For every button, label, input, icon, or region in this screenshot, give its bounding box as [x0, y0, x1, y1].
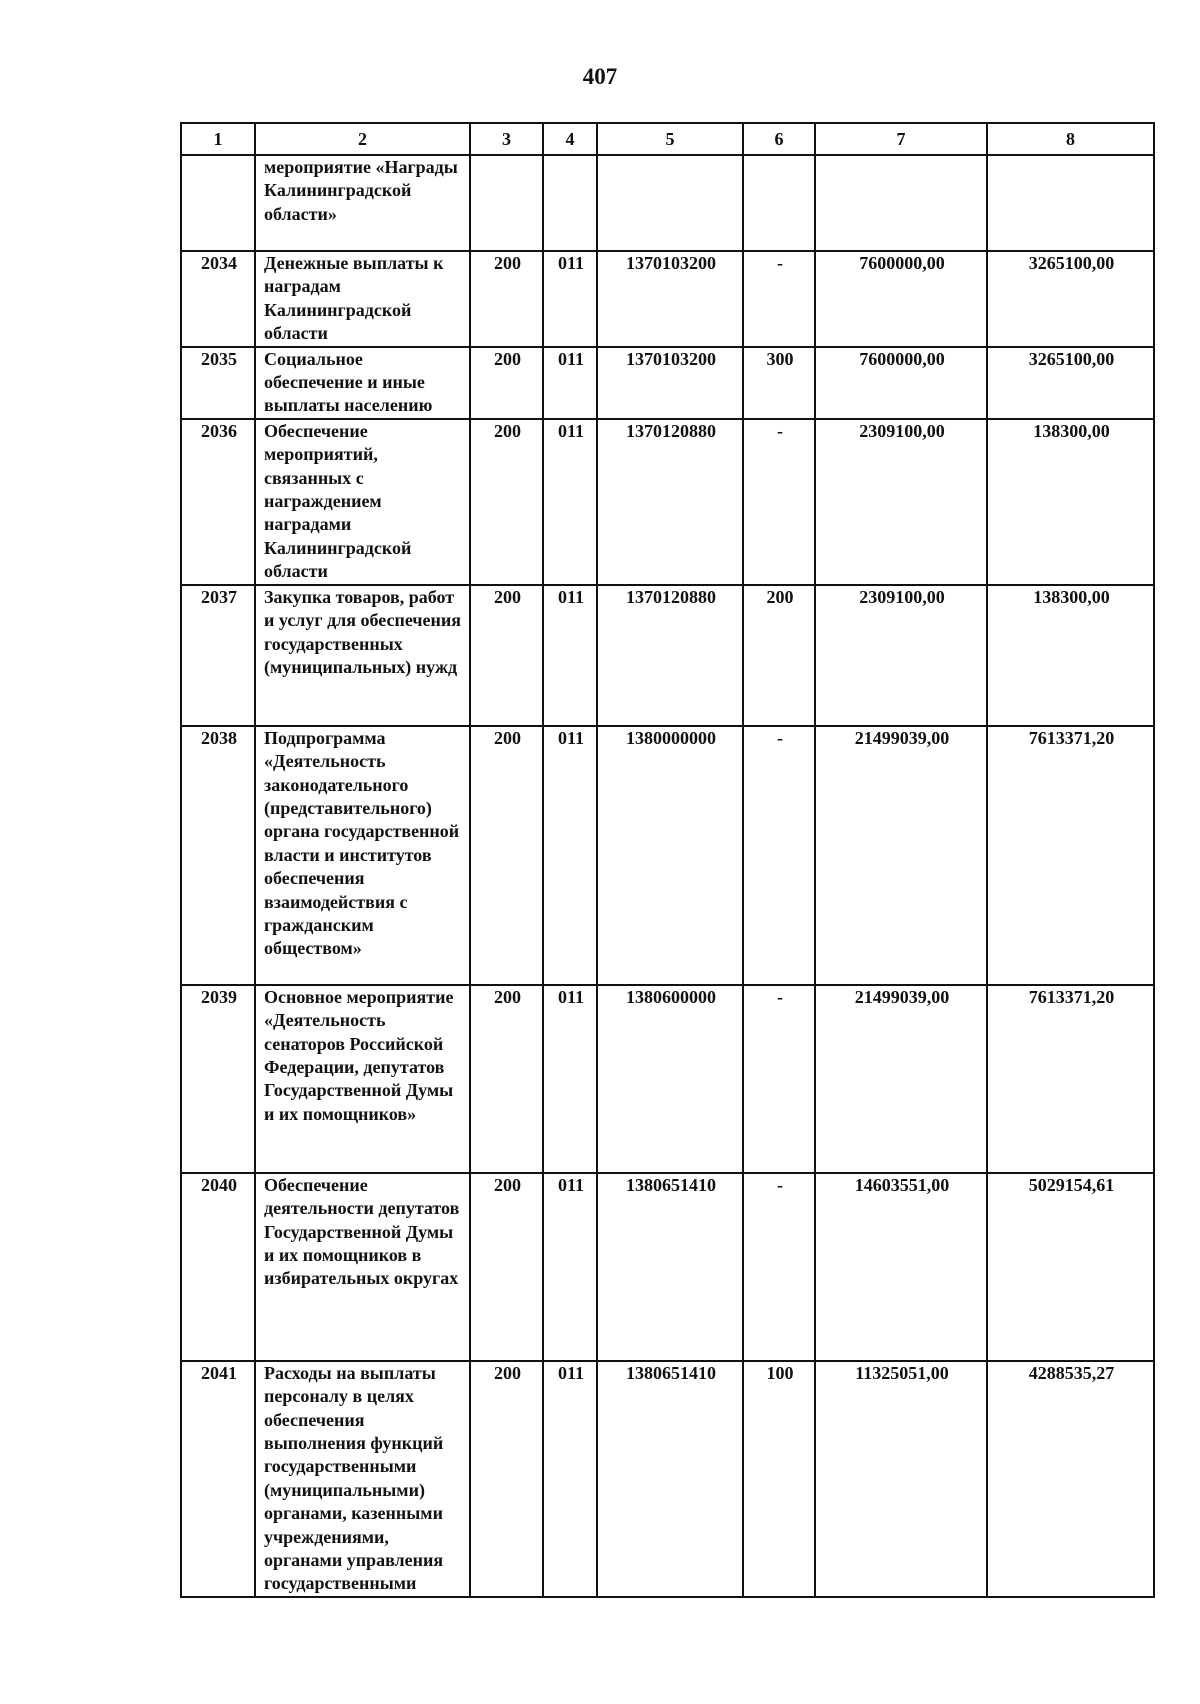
cell-col3 — [470, 155, 543, 251]
row-number: 2038 — [181, 726, 255, 985]
cell-col5 — [597, 155, 743, 251]
cell-col7: 14603551,00 — [815, 1173, 987, 1361]
table-row — [181, 1173, 1154, 1361]
cell-col6: 100 — [743, 1361, 815, 1597]
row-name: Обеспечение мероприятий, связанных с награждением наградами Калининградской области — [255, 419, 470, 585]
cell-col8: 7613371,20 — [987, 985, 1154, 1173]
table-row — [181, 726, 1154, 985]
cell-col6: 300 — [743, 347, 815, 419]
cell-col6: - — [743, 726, 815, 985]
column-header: 7 — [815, 123, 987, 155]
cell-col8: 5029154,61 — [987, 1173, 1154, 1361]
cell-col7 — [815, 155, 987, 251]
cell-col3: 200 — [470, 347, 543, 419]
cell-col8 — [987, 155, 1154, 251]
column-header: 8 — [987, 123, 1154, 155]
column-header: 4 — [543, 123, 597, 155]
cell-col7: 7600000,00 — [815, 347, 987, 419]
row-name: Социальное обеспечение и иные выплаты населению — [255, 347, 470, 419]
cell-col4: 011 — [543, 347, 597, 419]
header-row — [181, 123, 1154, 155]
row-number: 2040 — [181, 1173, 255, 1361]
cell-col5: 1370103200 — [597, 251, 743, 347]
cell-col7: 2309100,00 — [815, 585, 987, 726]
row-number: 2036 — [181, 419, 255, 585]
cell-col4: 011 — [543, 419, 597, 585]
cell-col4: 011 — [543, 585, 597, 726]
column-header: 2 — [255, 123, 470, 155]
row-number: 2037 — [181, 585, 255, 726]
table-row — [181, 251, 1154, 347]
row-number: 2041 — [181, 1361, 255, 1597]
cell-col5: 1380600000 — [597, 985, 743, 1173]
budget-table — [180, 122, 1155, 1598]
cell-col5: 1370120880 — [597, 585, 743, 726]
cell-col3: 200 — [470, 585, 543, 726]
table-row — [181, 1361, 1154, 1597]
row-number: 2034 — [181, 251, 255, 347]
cell-col7: 11325051,00 — [815, 1361, 987, 1597]
cell-col5: 1370120880 — [597, 419, 743, 585]
cell-col3: 200 — [470, 985, 543, 1173]
cell-col3: 200 — [470, 1173, 543, 1361]
cell-col4: 011 — [543, 1361, 597, 1597]
cell-col7: 21499039,00 — [815, 726, 987, 985]
page-number: 407 — [582, 64, 618, 89]
table-row — [181, 155, 1154, 251]
row-number: 2035 — [181, 347, 255, 419]
cell-col4: 011 — [543, 251, 597, 347]
table-row — [181, 585, 1154, 726]
row-name: мероприятие «Награды Калининградской области» — [255, 155, 470, 251]
cell-col6: - — [743, 1173, 815, 1361]
cell-col8: 3265100,00 — [987, 347, 1154, 419]
cell-col6: 200 — [743, 585, 815, 726]
cell-col5: 1370103200 — [597, 347, 743, 419]
row-number — [181, 155, 255, 251]
cell-col5: 1380651410 — [597, 1173, 743, 1361]
cell-col8: 4288535,27 — [987, 1361, 1154, 1597]
cell-col6 — [743, 155, 815, 251]
cell-col4: 011 — [543, 985, 597, 1173]
row-name: Обеспечение деятельности депутатов Государственной Думы и их помощников в избирательных округах — [255, 1173, 470, 1361]
cell-col5: 1380651410 — [597, 1361, 743, 1597]
row-name: Подпрограмма «Деятельность законодательного (представительного) органа государственной власти и институтов обеспечения взаимодействия с гражданским обществом» — [255, 726, 470, 985]
table-row — [181, 347, 1154, 419]
cell-col6: - — [743, 419, 815, 585]
cell-col3: 200 — [470, 1361, 543, 1597]
row-name: Расходы на выплаты персоналу в целях обеспечения выполнения функций государственными (муниципальными) органами, казенными учреждениями, органами управления государственными — [255, 1361, 470, 1597]
column-header: 6 — [743, 123, 815, 155]
cell-col3: 200 — [470, 419, 543, 585]
cell-col8: 138300,00 — [987, 419, 1154, 585]
cell-col3: 200 — [470, 726, 543, 985]
row-name: Денежные выплаты к наградам Калининградской области — [255, 251, 470, 347]
table-row — [181, 985, 1154, 1173]
cell-col3: 200 — [470, 251, 543, 347]
row-name: Основное мероприятие «Деятельность сенаторов Российской Федерации, депутатов Государственной Думы и их помощников» — [255, 985, 470, 1173]
cell-col4: 011 — [543, 726, 597, 985]
column-header: 1 — [181, 123, 255, 155]
cell-col4: 011 — [543, 1173, 597, 1361]
cell-col7: 21499039,00 — [815, 985, 987, 1173]
cell-col5: 1380000000 — [597, 726, 743, 985]
row-name: Закупка товаров, работ и услуг для обеспечения государственных (муниципальных) нужд — [255, 585, 470, 726]
cell-col6: - — [743, 251, 815, 347]
cell-col8: 3265100,00 — [987, 251, 1154, 347]
cell-col4 — [543, 155, 597, 251]
cell-col7: 2309100,00 — [815, 419, 987, 585]
cell-col8: 7613371,20 — [987, 726, 1154, 985]
column-header: 5 — [597, 123, 743, 155]
cell-col6: - — [743, 985, 815, 1173]
cell-col8: 138300,00 — [987, 585, 1154, 726]
column-header: 3 — [470, 123, 543, 155]
table-row — [181, 419, 1154, 585]
row-number: 2039 — [181, 985, 255, 1173]
cell-col7: 7600000,00 — [815, 251, 987, 347]
